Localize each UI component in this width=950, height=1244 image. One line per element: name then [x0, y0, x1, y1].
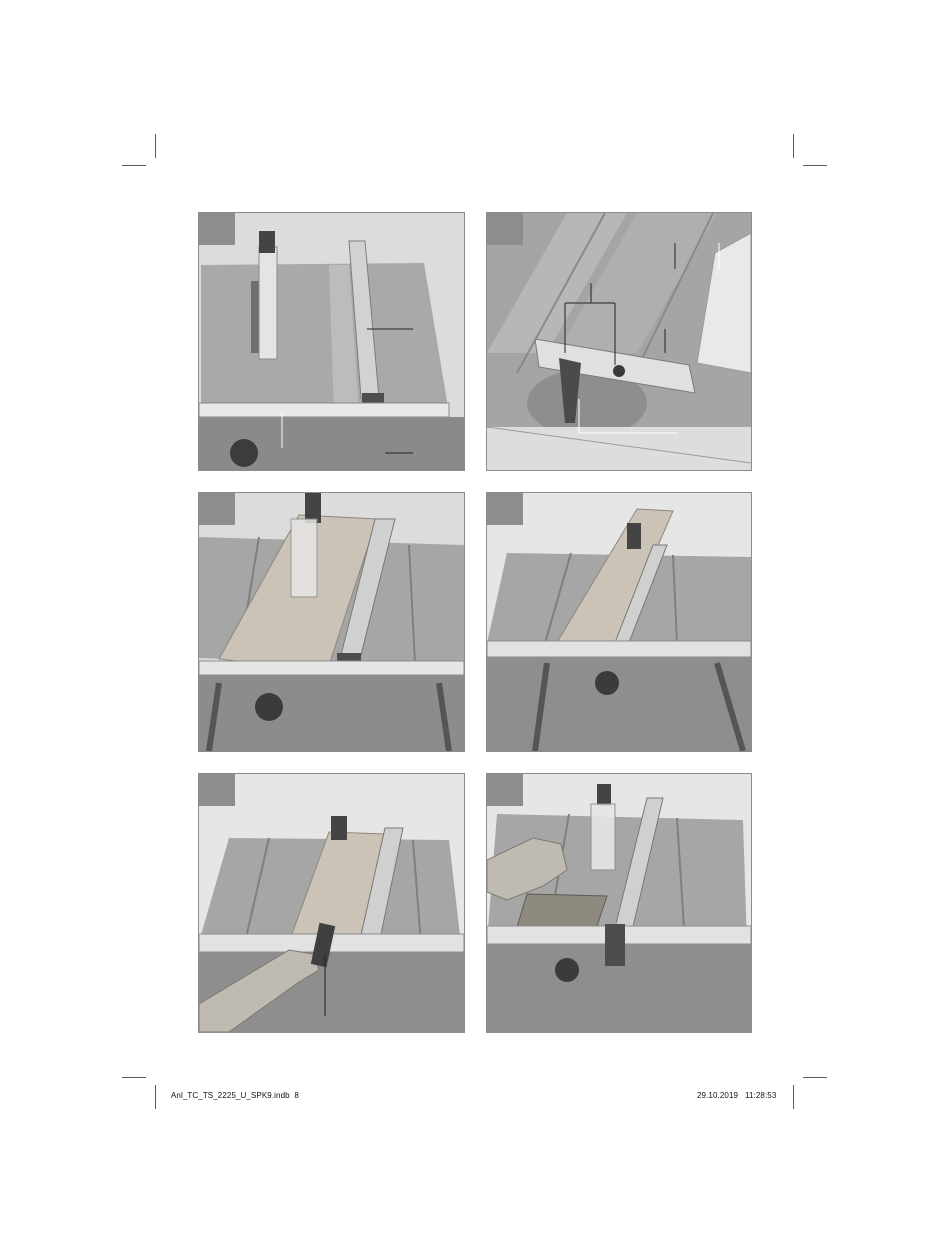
figure-panel-6 [486, 773, 752, 1033]
slug-date: 29.10.2019 [697, 1091, 739, 1100]
figure-3-illustration [199, 493, 464, 751]
crop-mark-bottom-right-h [803, 1077, 827, 1078]
crop-mark-top-right-v [793, 134, 794, 158]
slug-page-number: 8 [294, 1091, 299, 1100]
figure-panel-3 [198, 492, 465, 752]
figure-6-illustration [487, 774, 751, 1032]
figure-panel-2 [486, 212, 752, 471]
figure-number-tab-4 [487, 493, 523, 525]
slug-filename [171, 1091, 299, 1100]
figure-4-illustration [487, 493, 751, 751]
crop-mark-top-right-h [803, 165, 827, 166]
crop-mark-top-left-h [122, 165, 146, 166]
slug-timestamp [697, 1091, 776, 1100]
figure-number-tab-5 [199, 774, 235, 806]
slug-filename-text: Anl_TC_TS_2225_U_SPK9.indb [171, 1091, 290, 1100]
figure-panel-1 [198, 212, 465, 471]
crop-mark-bottom-right-v [793, 1085, 794, 1109]
figure-number-tab-1 [199, 213, 235, 245]
figure-5-illustration [199, 774, 464, 1032]
figure-panel-5 [198, 773, 465, 1033]
figure-number-tab-6 [487, 774, 523, 806]
slug-time: 11:28:53 [745, 1091, 777, 1100]
crop-mark-bottom-left-v [155, 1085, 156, 1109]
crop-mark-bottom-left-h [122, 1077, 146, 1078]
figure-number-tab-3 [199, 493, 235, 525]
crop-mark-top-left-v [155, 134, 156, 158]
figure-2-illustration [487, 213, 751, 470]
figure-number-tab-2 [487, 213, 523, 245]
figure-panel-4 [486, 492, 752, 752]
figure-1-illustration [199, 213, 464, 470]
